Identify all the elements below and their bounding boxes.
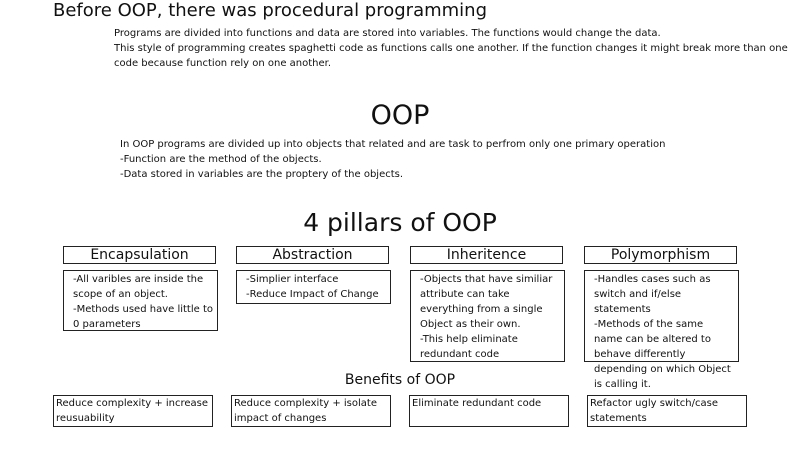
pillar-box-inheritence — [410, 270, 565, 362]
pillar-box-encapsulation — [63, 270, 218, 331]
pillars-heading: 4 pillars of OOP — [303, 208, 497, 237]
pillar-line: -Methods used have little to 0 parameters — [73, 304, 213, 330]
benefits-heading: Benefits of OOP — [344, 372, 456, 388]
pillar-line: -This help eliminate redundant code — [420, 334, 518, 360]
procedural-line: Programs are divided into functions and data are stored into variables. The functions would change the data. — [114, 28, 661, 39]
pillar-title-polymorphism: Polymorphism — [584, 246, 737, 264]
benefit-box: Eliminate redundant code — [409, 395, 569, 427]
page-title: Before OOP, there was procedural programming — [53, 0, 488, 21]
pillar-title-abstraction: Abstraction — [236, 246, 389, 264]
benefit-box: Reduce complexity + increase reusuability — [53, 395, 213, 427]
pillar-line: -Objects that have similiar attribute can take everything from a single Object as their own. — [420, 274, 553, 330]
oop-line: -Function are the method of the objects. — [120, 154, 322, 165]
oop-heading: OOP — [370, 100, 430, 131]
pillar-line: -All varibles are inside the scope of an object. — [73, 274, 204, 300]
pillar-line: -Simplier interface — [246, 274, 339, 285]
procedural-description — [114, 26, 794, 71]
procedural-line: This style of programming creates spaghetti code as functions calls one another. If the function changes it might break more than one code because function rely on one another. — [114, 43, 788, 69]
benefit-box: Reduce complexity + isolate impact of changes — [231, 395, 391, 427]
benefit-box: Refactor ugly switch/case statements — [587, 395, 747, 427]
oop-description — [120, 137, 720, 182]
oop-line: In OOP programs are divided up into objects that related and are task to perfrom only one primary operation — [120, 139, 666, 150]
pillar-box-polymorphism — [584, 270, 739, 390]
pillar-title-inheritence: Inheritence — [410, 246, 563, 264]
pillar-box-abstraction — [236, 270, 391, 304]
pillar-line: -Handles cases such as switch and if/else statements — [594, 274, 711, 315]
oop-line: -Data stored in variables are the proptery of the objects. — [120, 169, 404, 180]
pillar-title-encapsulation: Encapsulation — [63, 246, 216, 264]
pillar-line: -Reduce Impact of Change — [246, 289, 379, 300]
pillar-line: -Methods of the same name can be altered to behave differently depending on which Object is calling it. — [594, 319, 731, 390]
